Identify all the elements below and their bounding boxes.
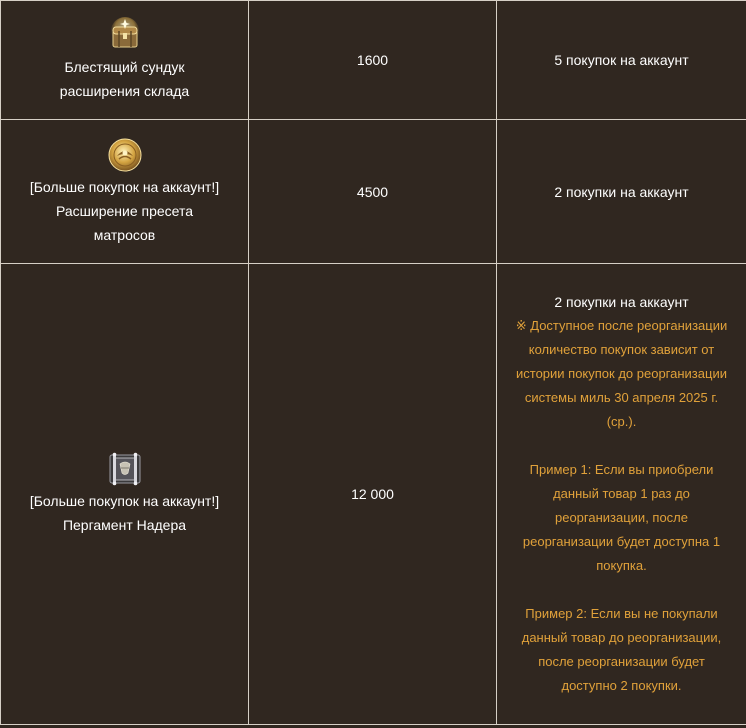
limit-cell: 2 покупки на аккаунт (497, 120, 746, 264)
item-name (13, 55, 236, 103)
item-cell (1, 1, 249, 120)
table-row (1, 1, 746, 120)
item-cell (1, 264, 249, 725)
price-cell: 4500 (249, 120, 497, 264)
scroll-icon (107, 451, 143, 487)
item-name-line: Пергамент Надера (62, 517, 187, 533)
item-name-line: [Больше покупок на аккаунт!] (29, 178, 220, 195)
item-name-line: матросов (93, 226, 156, 243)
note-paragraph: Пример 1: Если вы приобрели данный товар 1 раз до реорганизации, после реорганизации будет доступна 1 покупка. (522, 462, 721, 573)
item-name (13, 489, 236, 537)
item-name (13, 175, 236, 247)
price-cell: 1600 (249, 1, 497, 120)
table-row (1, 264, 746, 725)
item-name-line: Блестящий сундук (64, 59, 185, 75)
gold-emblem-icon (107, 137, 143, 173)
item-cell (1, 120, 249, 264)
price-cell: 12 000 (249, 264, 497, 725)
note-paragraph: Пример 2: Если вы не покупали данный товар до реорганизации, после реорганизации будет доступно 2 покупки. (521, 606, 722, 693)
chest-icon (107, 17, 143, 53)
item-name-line: расширения склада (59, 83, 190, 99)
purchase-note (509, 314, 734, 698)
limit-text: 2 покупки на аккаунт (554, 294, 689, 310)
limit-cell (497, 264, 746, 725)
item-name-line: Расширение пресета (55, 202, 194, 219)
item-name-line: [Больше покупок на аккаунт!] (29, 493, 220, 509)
note-paragraph: ※ Доступное после реорганизации количество покупок зависит от истории покупок до реорганизации системы миль 30 апреля 2025 г. (ср.). (515, 318, 728, 429)
table-row (1, 120, 746, 264)
limit-cell: 5 покупок на аккаунт (497, 1, 746, 120)
